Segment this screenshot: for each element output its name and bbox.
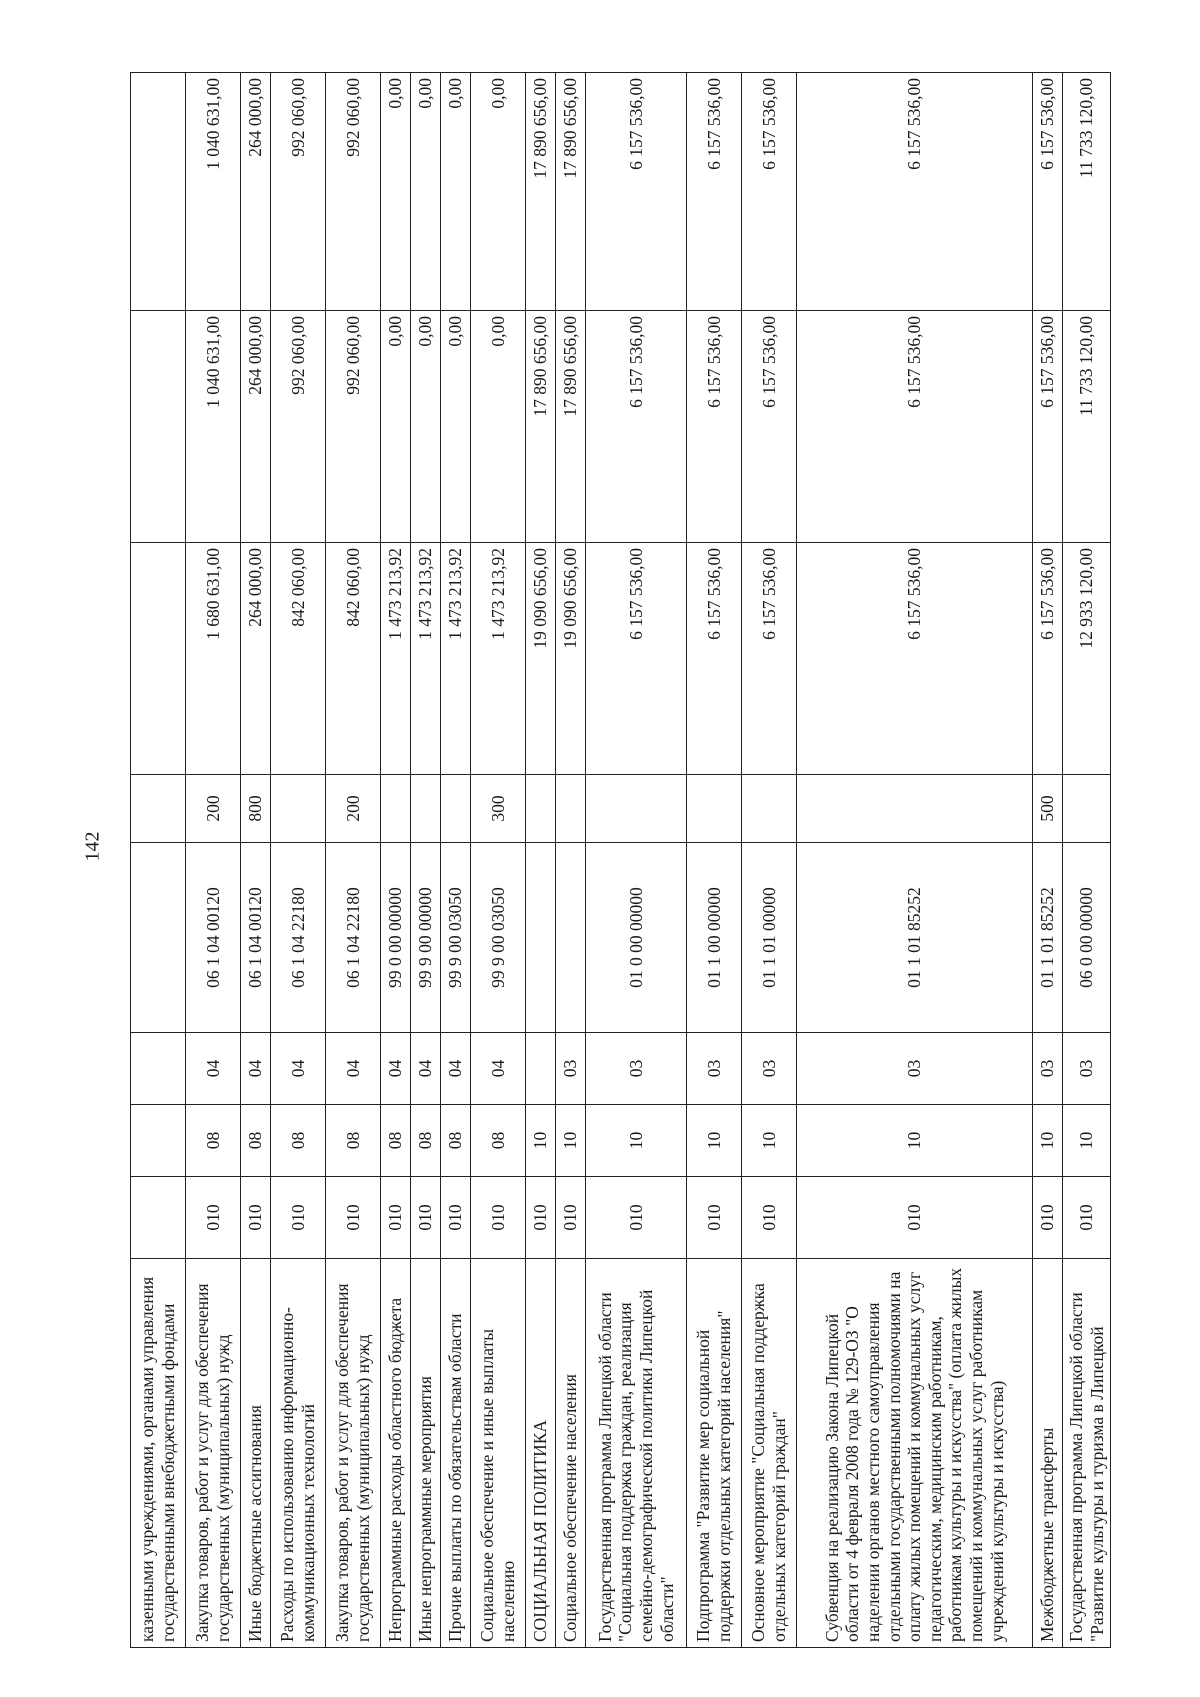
subsection-cell: 04 bbox=[186, 1033, 241, 1105]
section-cell: 08 bbox=[381, 1105, 411, 1177]
table-row bbox=[411, 73, 441, 1648]
amount-year1-cell: 6 157 536,00 bbox=[742, 543, 797, 775]
table-row bbox=[271, 73, 326, 1648]
amount-year2-cell: 6 157 536,00 bbox=[586, 311, 687, 543]
target-article-cell: 99 9 00 00000 bbox=[411, 843, 441, 1033]
code-cell: 010 bbox=[471, 1177, 526, 1259]
table-row bbox=[326, 73, 381, 1648]
amount-year1-cell: 19 090 656,00 bbox=[526, 543, 556, 775]
code-cell: 010 bbox=[1033, 1177, 1063, 1259]
subsection-cell: 04 bbox=[326, 1033, 381, 1105]
code-cell: 010 bbox=[742, 1177, 797, 1259]
amount-year1-cell: 842 060,00 bbox=[326, 543, 381, 775]
amount-year2-cell: 1 040 631,00 bbox=[186, 311, 241, 543]
subsection-cell: 03 bbox=[797, 1033, 1033, 1105]
amount-year2-cell: 6 157 536,00 bbox=[1033, 311, 1063, 543]
code-cell: 010 bbox=[797, 1177, 1033, 1259]
amount-year2-cell: 17 890 656,00 bbox=[526, 311, 556, 543]
amount-year2-cell bbox=[131, 311, 186, 543]
amount-year2-cell: 6 157 536,00 bbox=[797, 311, 1033, 543]
amount-year1-cell: 1 680 631,00 bbox=[186, 543, 241, 775]
target-article-cell: 01 1 01 85252 bbox=[1033, 843, 1063, 1033]
expense-type-cell bbox=[526, 775, 556, 843]
amount-year1-cell: 1 473 213,92 bbox=[471, 543, 526, 775]
amount-year1-cell: 19 090 656,00 bbox=[556, 543, 586, 775]
subsection-cell: 03 bbox=[1063, 1033, 1111, 1105]
amount-year3-cell: 6 157 536,00 bbox=[687, 73, 742, 311]
code-cell: 010 bbox=[271, 1177, 326, 1259]
amount-year1-cell bbox=[131, 543, 186, 775]
row-name-cell: Межбюджетные трансферты bbox=[1033, 1259, 1063, 1648]
budget-table-body bbox=[131, 73, 1111, 1648]
code-cell: 010 bbox=[326, 1177, 381, 1259]
code-cell: 010 bbox=[186, 1177, 241, 1259]
target-article-cell: 99 0 00 00000 bbox=[381, 843, 411, 1033]
expense-type-cell bbox=[441, 775, 471, 843]
row-name-cell: Расходы по использованию информационно-коммуникационных технологий bbox=[271, 1259, 326, 1648]
table-row bbox=[186, 73, 241, 1648]
expense-type-cell: 800 bbox=[241, 775, 271, 843]
subsection-cell: 04 bbox=[411, 1033, 441, 1105]
target-article-cell: 99 9 00 03050 bbox=[441, 843, 471, 1033]
subsection-cell: 04 bbox=[381, 1033, 411, 1105]
amount-year2-cell: 17 890 656,00 bbox=[556, 311, 586, 543]
row-name-cell: Подпрограмма "Развитие мер социальной поддержки отдельных категорий населения" bbox=[687, 1259, 742, 1648]
row-name-cell: казенными учреждениями, органами управления государственными внебюджетными фондами bbox=[131, 1259, 186, 1648]
table-row bbox=[131, 73, 186, 1648]
amount-year1-cell: 1 473 213,92 bbox=[381, 543, 411, 775]
amount-year2-cell: 11 733 120,00 bbox=[1063, 311, 1111, 543]
table-row bbox=[1033, 73, 1063, 1648]
subsection-cell: 04 bbox=[471, 1033, 526, 1105]
target-article-cell bbox=[556, 843, 586, 1033]
subsection-cell: 04 bbox=[241, 1033, 271, 1105]
amount-year1-cell: 6 157 536,00 bbox=[797, 543, 1033, 775]
expense-type-cell bbox=[742, 775, 797, 843]
target-article-cell: 06 1 04 22180 bbox=[271, 843, 326, 1033]
row-name-cell: Иные бюджетные ассигнования bbox=[241, 1259, 271, 1648]
row-name-cell: Субвенция на реализацию Закона Липецкой области от 4 февраля 2008 года № 129-ОЗ "О наделении органов местного самоуправления отдельными государственными полномочиями на оплату жилых помещений и коммунальных услуг педагогическим, медицинским работникам, работникам культуры и искусства" (оплата жилых помещений и коммунальных услуг работникам учреждений культуры и искусства) bbox=[797, 1259, 1033, 1648]
section-cell: 08 bbox=[241, 1105, 271, 1177]
target-article-cell: 01 1 01 00000 bbox=[742, 843, 797, 1033]
amount-year3-cell: 0,00 bbox=[471, 73, 526, 311]
expense-type-cell bbox=[1063, 775, 1111, 843]
code-cell bbox=[131, 1177, 186, 1259]
subsection-cell: 03 bbox=[1033, 1033, 1063, 1105]
amount-year3-cell: 0,00 bbox=[411, 73, 441, 311]
target-article-cell: 06 0 00 00000 bbox=[1063, 843, 1111, 1033]
subsection-cell: 03 bbox=[586, 1033, 687, 1105]
amount-year1-cell: 6 157 536,00 bbox=[687, 543, 742, 775]
row-name-cell: Иные непрограммные мероприятия bbox=[411, 1259, 441, 1648]
amount-year1-cell: 6 157 536,00 bbox=[586, 543, 687, 775]
amount-year1-cell: 842 060,00 bbox=[271, 543, 326, 775]
subsection-cell bbox=[131, 1033, 186, 1105]
expense-type-cell: 200 bbox=[326, 775, 381, 843]
section-cell: 10 bbox=[526, 1105, 556, 1177]
row-name-cell: СОЦИАЛЬНАЯ ПОЛИТИКА bbox=[526, 1259, 556, 1648]
section-cell: 10 bbox=[742, 1105, 797, 1177]
section-cell: 08 bbox=[411, 1105, 441, 1177]
target-article-cell: 06 1 04 22180 bbox=[326, 843, 381, 1033]
row-name-cell: Основное мероприятие "Социальная поддержка отдельных категорий граждан" bbox=[742, 1259, 797, 1648]
amount-year3-cell: 17 890 656,00 bbox=[556, 73, 586, 311]
amount-year3-cell: 992 060,00 bbox=[326, 73, 381, 311]
subsection-cell: 03 bbox=[556, 1033, 586, 1105]
table-row bbox=[797, 73, 1033, 1648]
subsection-cell: 04 bbox=[441, 1033, 471, 1105]
table-row bbox=[471, 73, 526, 1648]
table-row bbox=[586, 73, 687, 1648]
expense-type-cell bbox=[131, 775, 186, 843]
target-article-cell: 01 1 01 85252 bbox=[797, 843, 1033, 1033]
table-row bbox=[241, 73, 271, 1648]
budget-table-container bbox=[130, 73, 1107, 1648]
amount-year3-cell bbox=[131, 73, 186, 311]
code-cell: 010 bbox=[687, 1177, 742, 1259]
subsection-cell: 03 bbox=[687, 1033, 742, 1105]
amount-year2-cell: 0,00 bbox=[441, 311, 471, 543]
subsection-cell: 03 bbox=[742, 1033, 797, 1105]
amount-year2-cell: 0,00 bbox=[471, 311, 526, 543]
subsection-cell: 04 bbox=[271, 1033, 326, 1105]
section-cell: 10 bbox=[1033, 1105, 1063, 1177]
budget-table bbox=[130, 72, 1111, 1648]
code-cell: 010 bbox=[586, 1177, 687, 1259]
amount-year1-cell: 1 473 213,92 bbox=[441, 543, 471, 775]
section-cell: 08 bbox=[271, 1105, 326, 1177]
row-name-cell: Закупка товаров, работ и услуг для обеспечения государственных (муниципальных) нужд bbox=[186, 1259, 241, 1648]
table-row bbox=[526, 73, 556, 1648]
row-name-cell: Закупка товаров, работ и услуг для обеспечения государственных (муниципальных) нужд bbox=[326, 1259, 381, 1648]
amount-year1-cell: 264 000,00 bbox=[241, 543, 271, 775]
section-cell: 10 bbox=[1063, 1105, 1111, 1177]
code-cell: 010 bbox=[381, 1177, 411, 1259]
expense-type-cell bbox=[797, 775, 1033, 843]
amount-year3-cell: 1 040 631,00 bbox=[186, 73, 241, 311]
amount-year2-cell: 992 060,00 bbox=[326, 311, 381, 543]
expense-type-cell bbox=[411, 775, 441, 843]
target-article-cell bbox=[526, 843, 556, 1033]
expense-type-cell bbox=[381, 775, 411, 843]
amount-year3-cell: 11 733 120,00 bbox=[1063, 73, 1111, 311]
code-cell: 010 bbox=[241, 1177, 271, 1259]
row-name-cell: Непрограммные расходы областного бюджета bbox=[381, 1259, 411, 1648]
section-cell: 10 bbox=[687, 1105, 742, 1177]
row-name-cell: Прочие выплаты по обязательствам области bbox=[441, 1259, 471, 1648]
row-name-cell: Государственная программа Липецкой области "Развитие культуры и туризма в Липецкой bbox=[1063, 1259, 1111, 1648]
code-cell: 010 bbox=[526, 1177, 556, 1259]
amount-year3-cell: 17 890 656,00 bbox=[526, 73, 556, 311]
row-name-cell: Социальное обеспечение и иные выплаты населению bbox=[471, 1259, 526, 1648]
amount-year2-cell: 992 060,00 bbox=[271, 311, 326, 543]
amount-year1-cell: 6 157 536,00 bbox=[1033, 543, 1063, 775]
target-article-cell: 06 1 04 00120 bbox=[186, 843, 241, 1033]
section-cell: 08 bbox=[441, 1105, 471, 1177]
section-cell: 10 bbox=[556, 1105, 586, 1177]
amount-year2-cell: 264 000,00 bbox=[241, 311, 271, 543]
expense-type-cell bbox=[586, 775, 687, 843]
section-cell: 10 bbox=[586, 1105, 687, 1177]
subsection-cell bbox=[526, 1033, 556, 1105]
section-cell: 08 bbox=[326, 1105, 381, 1177]
code-cell: 010 bbox=[441, 1177, 471, 1259]
row-name-cell: Государственная программа Липецкой области "Социальная поддержка граждан, реализация семейно-демографической политики Липецкой области" bbox=[586, 1259, 687, 1648]
table-row bbox=[742, 73, 797, 1648]
expense-type-cell bbox=[271, 775, 326, 843]
amount-year2-cell: 6 157 536,00 bbox=[742, 311, 797, 543]
target-article-cell: 06 1 04 00120 bbox=[241, 843, 271, 1033]
table-row bbox=[687, 73, 742, 1648]
amount-year3-cell: 264 000,00 bbox=[241, 73, 271, 311]
amount-year3-cell: 6 157 536,00 bbox=[742, 73, 797, 311]
expense-type-cell: 300 bbox=[471, 775, 526, 843]
amount-year3-cell: 6 157 536,00 bbox=[586, 73, 687, 311]
code-cell: 010 bbox=[411, 1177, 441, 1259]
section-cell: 08 bbox=[471, 1105, 526, 1177]
code-cell: 010 bbox=[556, 1177, 586, 1259]
amount-year3-cell: 6 157 536,00 bbox=[797, 73, 1033, 311]
target-article-cell: 01 0 00 00000 bbox=[586, 843, 687, 1033]
expense-type-cell: 200 bbox=[186, 775, 241, 843]
table-row bbox=[556, 73, 586, 1648]
expense-type-cell bbox=[556, 775, 586, 843]
expense-type-cell: 500 bbox=[1033, 775, 1063, 843]
section-cell: 10 bbox=[797, 1105, 1033, 1177]
amount-year1-cell: 1 473 213,92 bbox=[411, 543, 441, 775]
target-article-cell: 99 9 00 03050 bbox=[471, 843, 526, 1033]
amount-year3-cell: 992 060,00 bbox=[271, 73, 326, 311]
amount-year3-cell: 0,00 bbox=[381, 73, 411, 311]
amount-year2-cell: 0,00 bbox=[381, 311, 411, 543]
amount-year3-cell: 6 157 536,00 bbox=[1033, 73, 1063, 311]
target-article-cell bbox=[131, 843, 186, 1033]
target-article-cell: 01 1 00 00000 bbox=[687, 843, 742, 1033]
section-cell bbox=[131, 1105, 186, 1177]
table-row bbox=[1063, 73, 1111, 1648]
section-cell: 08 bbox=[186, 1105, 241, 1177]
table-row bbox=[381, 73, 411, 1648]
amount-year2-cell: 0,00 bbox=[411, 311, 441, 543]
row-name-cell: Социальное обеспечение населения bbox=[556, 1259, 586, 1648]
table-row bbox=[441, 73, 471, 1648]
amount-year2-cell: 6 157 536,00 bbox=[687, 311, 742, 543]
amount-year1-cell: 12 933 120,00 bbox=[1063, 543, 1111, 775]
page-number: 142 bbox=[81, 831, 104, 862]
expense-type-cell bbox=[687, 775, 742, 843]
code-cell: 010 bbox=[1063, 1177, 1111, 1259]
amount-year3-cell: 0,00 bbox=[441, 73, 471, 311]
